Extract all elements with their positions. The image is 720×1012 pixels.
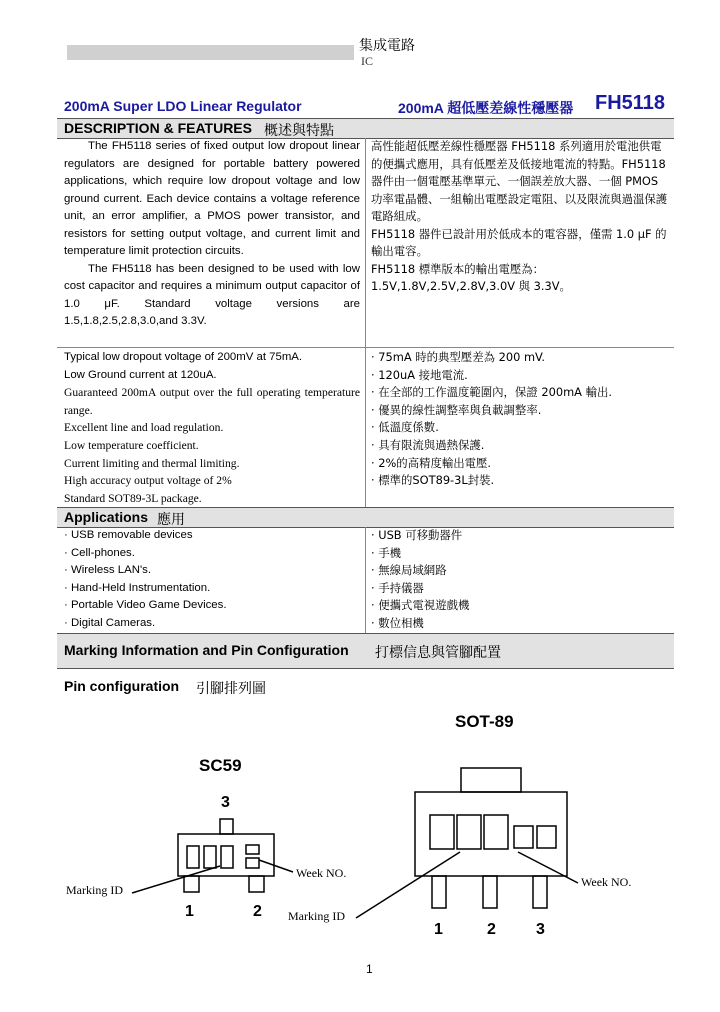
- sc59-week-box: [246, 858, 259, 868]
- description-heading-cn: 概述與特點: [264, 123, 334, 139]
- description-en: [64, 138, 360, 331]
- sc59-pin-2-lead: [249, 876, 264, 892]
- company-name-cn: 集成電路: [359, 38, 415, 54]
- feature-cn-item: · 具有限流與過熱保護.: [371, 437, 485, 452]
- versions-cn: 1.5V,1.8V,2.5V,2.8V,3.0V 與 3.3V。: [371, 279, 571, 293]
- sot89-pin-3-lead: [533, 876, 547, 908]
- feature-en-item: Current limiting and thermal limiting.: [64, 456, 240, 470]
- feature-en-item: Low temperature coefficient.: [64, 438, 199, 452]
- applications-divider: [365, 527, 366, 633]
- applications-cn-list: [371, 527, 671, 633]
- application-en-item: · USB removable devices: [64, 529, 193, 541]
- application-en-item: · Wireless LAN's.: [64, 564, 151, 577]
- part-number: FH5118: [595, 92, 666, 114]
- feature-cn-item: · 120uA 接地電流.: [371, 367, 468, 382]
- application-en-item: · Cell-phones.: [64, 546, 135, 559]
- feature-en-item: Guaranteed 200mA output over the full operating temperature range.: [64, 386, 360, 417]
- feature-cn-item: · 在全部的工作溫度範圍內，保證 200mA 輸出.: [371, 385, 612, 400]
- pin-config-heading-cn: 引腳排列圖: [196, 681, 266, 697]
- pin-diagram: [0, 700, 720, 960]
- sot89-mark-box: [457, 815, 481, 849]
- feature-cn-item: · 75mA 時的典型壓差為 200 mV.: [371, 350, 546, 364]
- features-cn-list: [371, 349, 671, 490]
- sc59-marking-leader: [132, 866, 220, 893]
- pin-config-heading-en: Pin configuration: [64, 678, 180, 694]
- sot89-pin-1-label: 1: [434, 921, 443, 938]
- sot89-mark-box: [484, 815, 508, 849]
- sc59-title: SC59: [199, 756, 242, 775]
- page-number: 1: [366, 962, 373, 976]
- sc59-week-box: [246, 845, 259, 854]
- title-cn: 200mA 超低壓差線性穩壓器: [398, 100, 574, 116]
- sot89-week-label: Week NO.: [581, 875, 632, 889]
- applications-en-list: [64, 527, 360, 633]
- description-cn-para-2: FH5118 器件已設計用於低成本的電容器，僅需 1.0 μF 的輸出電容。: [371, 226, 667, 258]
- sc59-mark-box: [187, 846, 199, 868]
- feature-en-item: Low Ground current at 120uA.: [64, 368, 217, 381]
- applications-heading-cn: 應用: [157, 512, 185, 528]
- description-heading-band: [57, 118, 674, 139]
- marking-heading-band: [57, 633, 674, 669]
- applications-heading-band: [57, 507, 674, 528]
- sc59-pin-1-label: 1: [185, 903, 194, 920]
- column-divider: [365, 138, 366, 508]
- sot89-pin-1-lead: [432, 876, 446, 908]
- application-cn-item: · 手機: [371, 545, 402, 560]
- description-cn-para-1: 高性能超低壓差線性穩壓器 FH5118 系列適用於電池供電的便攜式應用，具有低壓差及低接地電流的特點。FH5118 器件由一個電壓基準單元、一個誤差放大器、一個 PMOS 功率電晶體、一組輸出電壓設定電阻、以及限流與過溫保護電路組成。: [371, 139, 668, 223]
- sc59-package: [132, 819, 293, 893]
- sc59-pin-1-lead: [184, 876, 199, 892]
- application-en-item: · Hand-Held Instrumentation.: [64, 581, 211, 594]
- marking-heading-en: Marking Information and Pin Configuration: [64, 642, 349, 658]
- application-en-item: · Portable Video Game Devices.: [64, 599, 227, 612]
- applications-heading-en: Applications: [64, 509, 149, 525]
- application-cn-item: · USB 可移動器件: [371, 528, 463, 542]
- sc59-week-label: Week NO.: [296, 866, 347, 880]
- feature-cn-item: · 2%的高精度輸出電壓.: [371, 455, 492, 470]
- marking-heading-cn: 打標信息與管腳配置: [375, 645, 501, 661]
- sot89-pin-2-lead: [483, 876, 497, 908]
- sc59-pin-3-label: 3: [221, 794, 230, 811]
- application-en-item: · Digital Cameras.: [64, 616, 156, 629]
- sot89-mark-box: [430, 815, 454, 849]
- sot89-pin-2-label: 2: [487, 921, 496, 938]
- application-cn-item: · 便攜式電視遊戲機: [371, 598, 470, 613]
- sc59-mark-box: [204, 846, 216, 868]
- feature-cn-item: · 低溫度係數.: [371, 420, 439, 435]
- sot89-week-box: [514, 826, 533, 848]
- header-bar: [67, 45, 354, 60]
- sot89-tab: [461, 768, 521, 792]
- sc59-mark-box: [221, 846, 233, 868]
- sot89-body: [415, 792, 567, 876]
- description-heading-en: DESCRIPTION & FEATURES: [64, 120, 252, 136]
- sot89-week-box: [537, 826, 556, 848]
- company-sub: IC: [361, 54, 373, 68]
- feature-cn-item: · 優異的線性調整率與負載調整率.: [371, 402, 542, 417]
- feature-en-item: High accuracy output voltage of 2%: [64, 474, 232, 488]
- application-cn-item: · 手持儀器: [371, 580, 424, 595]
- sc59-pin-3-lead: [220, 819, 233, 834]
- sot89-marking-id-label: Marking ID: [288, 909, 345, 923]
- feature-cn-item: · 標準的SOT89-3L封裝.: [371, 473, 495, 488]
- sc59-pin-2-label: 2: [253, 903, 262, 920]
- sc59-week-leader: [259, 860, 293, 872]
- sc59-body: [178, 834, 274, 876]
- sot89-package: [356, 768, 578, 918]
- sot89-pin-3-label: 3: [536, 921, 545, 938]
- row-divider: [57, 347, 674, 348]
- sot89-week-leader: [518, 852, 578, 883]
- versions-cn-label: FH5118 標準版本的輸出電壓為：: [371, 261, 545, 276]
- description-para-1: The FH5118 series of fixed output low dropout linear regulators are designed for portable battery powered applications, which require low dropout voltage and low ground current. Each device contains a voltage reference unit, an error amplifier, a PMOS power transistor, and resistors for setting output voltage, and current limit and temperature limit protection circuits.: [64, 140, 360, 257]
- sc59-marking-id-label: Marking ID: [66, 883, 123, 897]
- features-en-list: [64, 349, 360, 507]
- application-cn-item: · 數位相機: [371, 615, 424, 630]
- description-para-2: The FH5118 has been designed to be used with low cost capacitor and requires a minimum output capacitor of 1.0 μF. Standard voltage versions are 1.5,1.8,2.5,2.8,3.0,and 3.3V.: [64, 262, 360, 327]
- feature-en-item: Typical low dropout voltage of 200mV at 75mA.: [64, 351, 303, 363]
- feature-en-item: Standard SOT89-3L package.: [64, 491, 202, 505]
- description-cn: [371, 138, 671, 296]
- sot89-title: SOT-89: [455, 712, 514, 731]
- title-en: 200mA Super LDO Linear Regulator: [64, 98, 302, 114]
- feature-en-item: Excellent line and load regulation.: [64, 421, 224, 435]
- application-cn-item: · 無線局域網路: [371, 563, 447, 578]
